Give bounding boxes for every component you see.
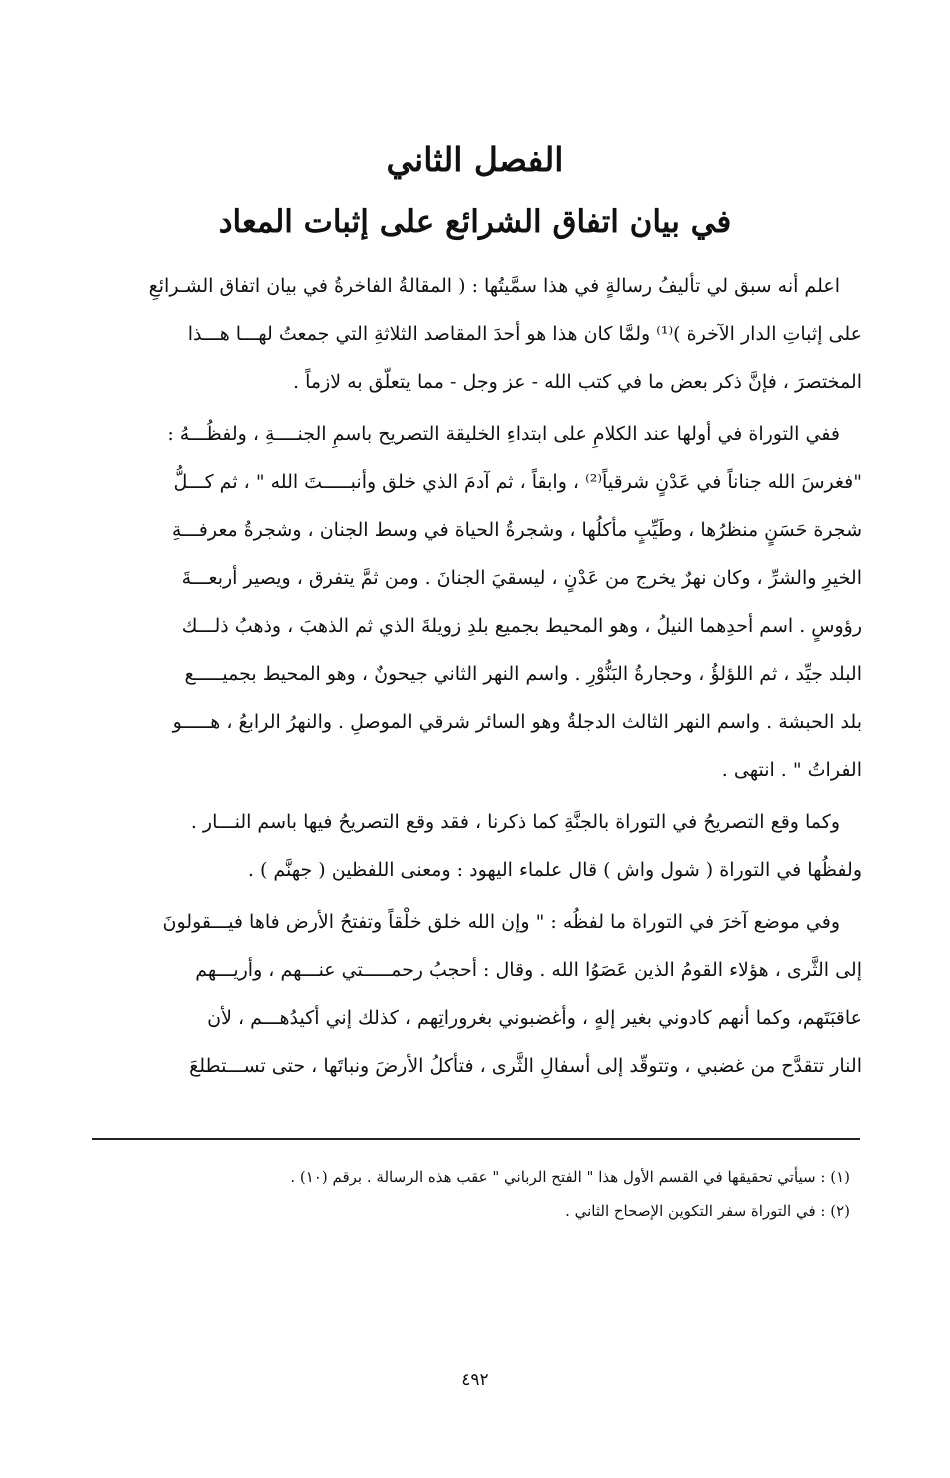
footnote-2: (٢) : في التوراة سفر التكوين الإصحاح الثاني . (565, 1202, 850, 1220)
footnote-1: (١) : سيأتي تحقيقها في القسم الأول هذا " الفتح الرباني " عقب هذه الرسالة . برقم (١٠) . (290, 1168, 850, 1186)
body-line: على إثباتِ الدار الآخرة )⁽¹⁾ ولمَّا كان هذا هو أحدَ المقاصد الثلاثةِ التي جمعتُ لهـــا هـــذا (187, 323, 862, 345)
footnotes (90, 1160, 850, 1228)
body-line: اعلم أنه سبق لي تأليفُ رسالةٍ في هذا سمَّيتُها : ( المقالةُ الفاخرةُ في بيان اتفاق الشـرائعِ (148, 275, 840, 297)
body-line: شجرة حَسَنٍ منظرُها ، وطَيِّبٍ مأكلُها ، وشجرةُ الحياة في وسط الجنان ، وشجرةُ معرفـــةِ (171, 519, 862, 541)
body-text (90, 262, 862, 1090)
body-line: الخيرِ والشرِّ ، وكان نهرٌ يخرج من عَدْنٍ ، ليسقيَ الجنانَ . ومن ثمَّ يتفرق ، ويصير أربعـــةَ (181, 567, 862, 589)
chapter-title: الفصل الثاني (386, 140, 564, 179)
body-line: وفي موضع آخرَ في التوراة ما لفظُه : " وإن الله خلق خلْقاً وتفتحُ الأرض فاها فيـــقولونَ (162, 911, 840, 933)
body-line: ولفظُها في التوراة ( شول واش ) قال علماء اليهود : ومعنى اللفظين ( جهنَّم ) . (247, 859, 862, 881)
body-line: الفراتُ " . انتهى . (721, 759, 862, 781)
body-line: بلد الحبشة . واسم النهر الثالث الدجلةُ وهو السائر شرقي الموصلِ . والنهرُ الرابعُ ، هـــــو (172, 711, 862, 733)
body-line: وكما وقع التصريحُ في التوراة بالجنَّةِ كما ذكرنا ، فقد وقع التصريحُ فيها باسم النـــار . (190, 811, 840, 833)
body-line: عاقبَتَهم، وكما أنهم كادوني بغير إلهٍ ، وأغضبوني بغروراتِهم ، كذلك إني أكيدُهـــم ، لأن (207, 1007, 862, 1029)
body-line: إلى الثَّرى ، هؤلاء القومُ الذين عَصَوُا الله . وقال : أحجبُ رحمـــــتي عنـــهم ، وأريـــهم (195, 959, 862, 981)
body-line: رؤوسٍ . اسم أحدِهما النيلُ ، وهو المحيط بجميع بلدِ زويلةَ الذي ثم الذهبَ ، وذهبُ ذلـــك (181, 615, 862, 637)
body-line: المختصرَ ، فإنَّ ذكر بعض ما في كتب الله - عز وجل - مما يتعلّق به لازماً . (293, 371, 862, 393)
body-line: البلد جيِّد ، ثم اللؤلؤُ ، وحجارةُ البَنُّوْرِ . واسم النهر الثاني جيحونٌ ، وهو المحيط بجميـــــع (184, 663, 862, 685)
body-line: ففي التوراة في أولها عند الكلامِ على ابتداءِ الخليقة التصريح باسمِ الجنــــةِ ، ولفظُـــهُ : (167, 423, 840, 445)
footnote-divider (92, 1138, 860, 1140)
body-line: "فغرسَ الله جناناً في عَدْنٍ شرقياً⁽²⁾ ، وابقاً ، ثم آدمَ الذي خلق وأنبـــــتَ الله " ، ثم كـــلُّ (173, 471, 862, 493)
page-number: ٤٩٢ (461, 1370, 489, 1390)
chapter-subtitle: في بيان اتفاق الشرائع على إثبات المعاد (218, 204, 732, 240)
body-line: النار تتقدَّح من غضبي ، وتتوقّد إلى أسفالِ الثَّرى ، فتأكلُ الأرضَ ونباتَها ، حتى تســـتطلعَ (189, 1055, 862, 1077)
